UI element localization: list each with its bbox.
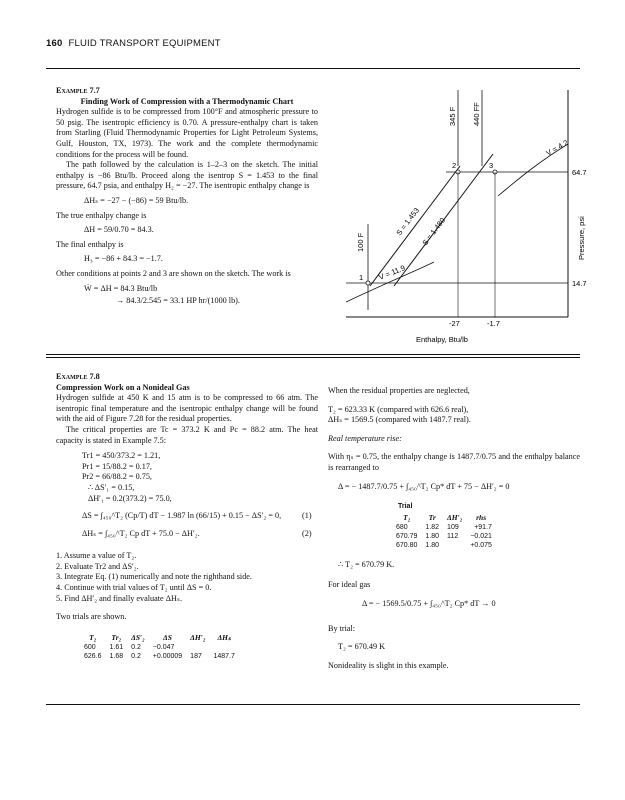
label-s-1-480: S = 1.480 bbox=[420, 215, 448, 248]
eq-delta-real: Δ = − 1487.7/0.75 + ∫₄₅₀^T₂ Cp* dT + 75 − ΔH′₂ = 0 bbox=[338, 481, 510, 491]
table-cell: 680 bbox=[396, 523, 408, 531]
col-header: ΔHₛ bbox=[217, 632, 231, 642]
trial-table bbox=[392, 513, 496, 550]
section-rule-2 bbox=[46, 357, 580, 358]
label-64-7: 64.7 bbox=[572, 168, 587, 177]
table-cell bbox=[186, 643, 209, 652]
col-header: ΔH′₂ bbox=[447, 512, 463, 522]
col-header: T₂ bbox=[403, 512, 411, 522]
table-row bbox=[80, 643, 239, 652]
point-1-marker bbox=[366, 281, 370, 285]
example-7-8-title: Compression Work on a Nonideal Gas bbox=[56, 382, 190, 392]
eq-pr2: Pr2 = 66/88.2 = 0.75, bbox=[82, 472, 152, 482]
top-rule bbox=[46, 68, 580, 69]
eq-dh1: ΔH′₁ = 0.2(373.2) = 75.0, bbox=[88, 493, 172, 503]
table-cell: 0.2 bbox=[131, 652, 141, 660]
table-cell bbox=[209, 643, 238, 652]
table-cell: +91.7 bbox=[474, 523, 492, 531]
eq-delta-ideal: Δ = − 1569.5/0.75 + ∫₄₅₀^T₂ Cp* dT → 0 bbox=[362, 598, 496, 608]
table-cell: +0.075 bbox=[470, 541, 492, 549]
label-v-11-9: V = 11.9 bbox=[377, 263, 407, 282]
example-7-8-right bbox=[328, 386, 580, 671]
label-14-7: 14.7 bbox=[572, 279, 587, 288]
eq-final-enthalpy: H₃ = −86 + 84.3 = −1.7. bbox=[84, 254, 163, 264]
step-1: 1. Assume a value of T₂. bbox=[56, 551, 137, 561]
label-440f: 440 FF bbox=[472, 102, 481, 126]
step-2: 2. Evaluate Tr2 and ΔS′₂. bbox=[56, 561, 139, 571]
ideal-gas-heading: For ideal gas bbox=[328, 580, 371, 590]
eq-enthalpy-balance: ΔHₛ = ∫₄₅₀^T₂ Cp dT + 75.0 − ΔH′₂. bbox=[82, 529, 200, 539]
table-cell: 1487.7 bbox=[213, 652, 235, 660]
eq-work: Ẇ = ΔH = 84.3 Btu/lb bbox=[84, 283, 158, 293]
col-header: rhs bbox=[476, 512, 487, 522]
example-7-7-para-5: Other conditions at points 2 and 3 are shown on the sketch. The work is bbox=[56, 268, 291, 278]
eq-number-1: (1) bbox=[302, 511, 312, 521]
trials-intro: Two trials are shown. bbox=[56, 612, 127, 622]
table-cell: 1.82 bbox=[425, 523, 440, 531]
by-trial-text: By trial: bbox=[328, 623, 356, 633]
label-point-2: 2 bbox=[452, 161, 457, 170]
table-cell: 1.68 bbox=[109, 652, 124, 660]
real-temp-rise-heading: Real temperature rise: bbox=[328, 433, 402, 443]
col-header: T₂ bbox=[89, 632, 97, 642]
table-row bbox=[392, 532, 496, 541]
example-7-8-para-1: Hydrogen sulfide at 450 K and 15 atm is to be compressed to 66 atm. The isentropic final temperature and the isentropic enthalpy change will be found with the aid of Figure 7.28 for the residual properties. bbox=[56, 393, 318, 424]
example-7-7-para-1: Hydrogen sulfide is to be compressed from 100°F and atmospheric pressure to 50 psig. The isentropic efficiency is 0.70. A pressure-enthalpy chart is taken from Starling (Fluid Thermodynamic Properties for Light Petroleum Systems, Gulf, Houston, TX, 1973). The work and the complete thermodynamic conditions for the process will be found. bbox=[56, 107, 318, 159]
eq-t2-ideal-result: T₂ = 670.49 K bbox=[338, 642, 386, 652]
conclusion-text: Nonideality is slight in this example. bbox=[328, 660, 449, 670]
eq-pr1: Pr1 = 15/88.2 = 0.17, bbox=[82, 461, 152, 471]
example-7-7-title: Finding Work of Compression with a Thermodynamic Chart bbox=[80, 96, 294, 106]
label-v-4-2: V = 4.2 bbox=[544, 137, 570, 158]
table-cell: 112 bbox=[447, 532, 459, 540]
example-7-7-para-4: The final enthalpy is bbox=[56, 239, 124, 249]
col-header: ΔH′₂ bbox=[190, 632, 206, 642]
table-cell bbox=[443, 541, 466, 550]
x-axis-label: Enthalpy, Btu/lb bbox=[416, 335, 468, 344]
label-s-1-453: S = 1.453 bbox=[394, 205, 422, 238]
col-header: ΔS′₂ bbox=[131, 632, 145, 642]
eq-true-change: ΔH = 59/0.70 = 84.3. bbox=[84, 225, 154, 235]
table-cell: −0.021 bbox=[470, 532, 492, 540]
example-7-7-para-2: The path followed by the calculation is 1–2–3 on the sketch. The initial enthalpy is −86 Btu/lb. Proceed along the isentrop S = 1.453 to the final pressure, 64.7 psia, and enthalpy H₂ = −27. The isentropic enthalpy change is bbox=[56, 160, 318, 191]
trials-table bbox=[80, 633, 239, 661]
table-cell: 1.80 bbox=[425, 541, 440, 549]
table-row bbox=[392, 541, 496, 550]
page-number: 160 bbox=[46, 38, 63, 49]
label-point-3: 3 bbox=[489, 161, 494, 170]
eq-t2-result: ∴ T₂ = 670.79 K. bbox=[338, 559, 395, 569]
table-row bbox=[392, 523, 496, 532]
table-cell: 1.80 bbox=[425, 532, 440, 540]
table-cell: 670.80 bbox=[396, 541, 418, 549]
example-7-8-label: Example 7.8 bbox=[56, 372, 100, 381]
label-345f: 345 F bbox=[448, 106, 457, 126]
chapter-title: FLUID TRANSPORT EQUIPMENT bbox=[68, 38, 221, 49]
example-7-7-para-3: The true enthalpy change is bbox=[56, 210, 147, 220]
table-cell: 0.2 bbox=[131, 643, 141, 651]
residual-neglected-text: When the residual properties are neglected, bbox=[328, 386, 470, 395]
eq-isentropic-change: ΔHₛ = −27 − (−86) = 59 Btu/lb. bbox=[84, 195, 189, 205]
example-7-8-left bbox=[56, 372, 318, 661]
table-cell: 626.6 bbox=[84, 652, 102, 660]
trial-label: Trial bbox=[398, 503, 413, 511]
table-cell: 1.61 bbox=[109, 643, 124, 651]
example-7-7-label: Example 7.7 bbox=[56, 86, 100, 95]
label-h-27: -27 bbox=[449, 319, 460, 328]
step-5: 5. Find ΔH′₂ and finally evaluate ΔHₛ. bbox=[56, 593, 183, 603]
table-cell: 187 bbox=[190, 652, 202, 660]
eq-work-hp: → 84.3/2.545 = 33.1 HP hr/(1000 lb). bbox=[116, 296, 240, 306]
table-cell: −0.047 bbox=[152, 643, 175, 651]
section-rule-1 bbox=[46, 354, 580, 355]
step-4: 4. Continue with trial values of T₂ until ΔS = 0. bbox=[56, 582, 212, 592]
eq-ds1: ∴ ΔS′₁ = 0.15, bbox=[88, 482, 135, 492]
eq-number-2: (2) bbox=[302, 529, 312, 539]
table-cell: 109 bbox=[447, 523, 459, 531]
eq-t2-ideal: T₂ = 623.33 K (compared with 626.6 real), bbox=[328, 404, 469, 414]
label-100f: 100 F bbox=[356, 232, 365, 252]
col-header: Tr bbox=[428, 512, 436, 522]
eq-entropy-balance: ΔS = ∫₄₅₀^T₂ (Cp/T) dT − 1.987 ln (66/15) + 0.15 − ΔS′₂ = 0, bbox=[82, 511, 282, 521]
table-row bbox=[80, 652, 239, 661]
efficiency-text: With ηₛ = 0.75, the enthalpy change is 1487.7/0.75 and the enthalpy balance is rearranged to bbox=[328, 452, 580, 472]
table-header-row bbox=[80, 633, 239, 643]
table-cell: 600 bbox=[84, 643, 96, 651]
label-point-1: 1 bbox=[359, 273, 364, 282]
col-header: Tr₂ bbox=[111, 632, 122, 642]
eq-dh-ideal: ΔHₛ = 1569.5 (compared with 1487.7 real). bbox=[328, 415, 471, 425]
y-axis-label: Pressure, psi bbox=[577, 216, 586, 260]
table-cell: +0.00009 bbox=[152, 652, 183, 660]
bottom-rule bbox=[46, 704, 580, 705]
table-header-row bbox=[392, 513, 496, 523]
step-3: 3. Integrate Eq. (1) numerically and note the righthand side. bbox=[56, 572, 252, 582]
eq-tr1: Tr1 = 450/373.2 = 1.21, bbox=[82, 451, 161, 461]
isentrope-1-453 bbox=[370, 166, 460, 286]
example-7-7 bbox=[56, 86, 318, 307]
running-header bbox=[46, 38, 221, 49]
label-h-1-7: -1.7 bbox=[487, 319, 500, 328]
example-7-8-para-2: The critical properties are Tc = 373.2 K and Pc = 88.2 atm. The heat capacity is stated in Example 7.5: bbox=[56, 424, 318, 445]
col-header: ΔS bbox=[163, 632, 172, 642]
pressure-enthalpy-sketch bbox=[328, 74, 590, 352]
table-cell: 670.79 bbox=[396, 532, 418, 540]
